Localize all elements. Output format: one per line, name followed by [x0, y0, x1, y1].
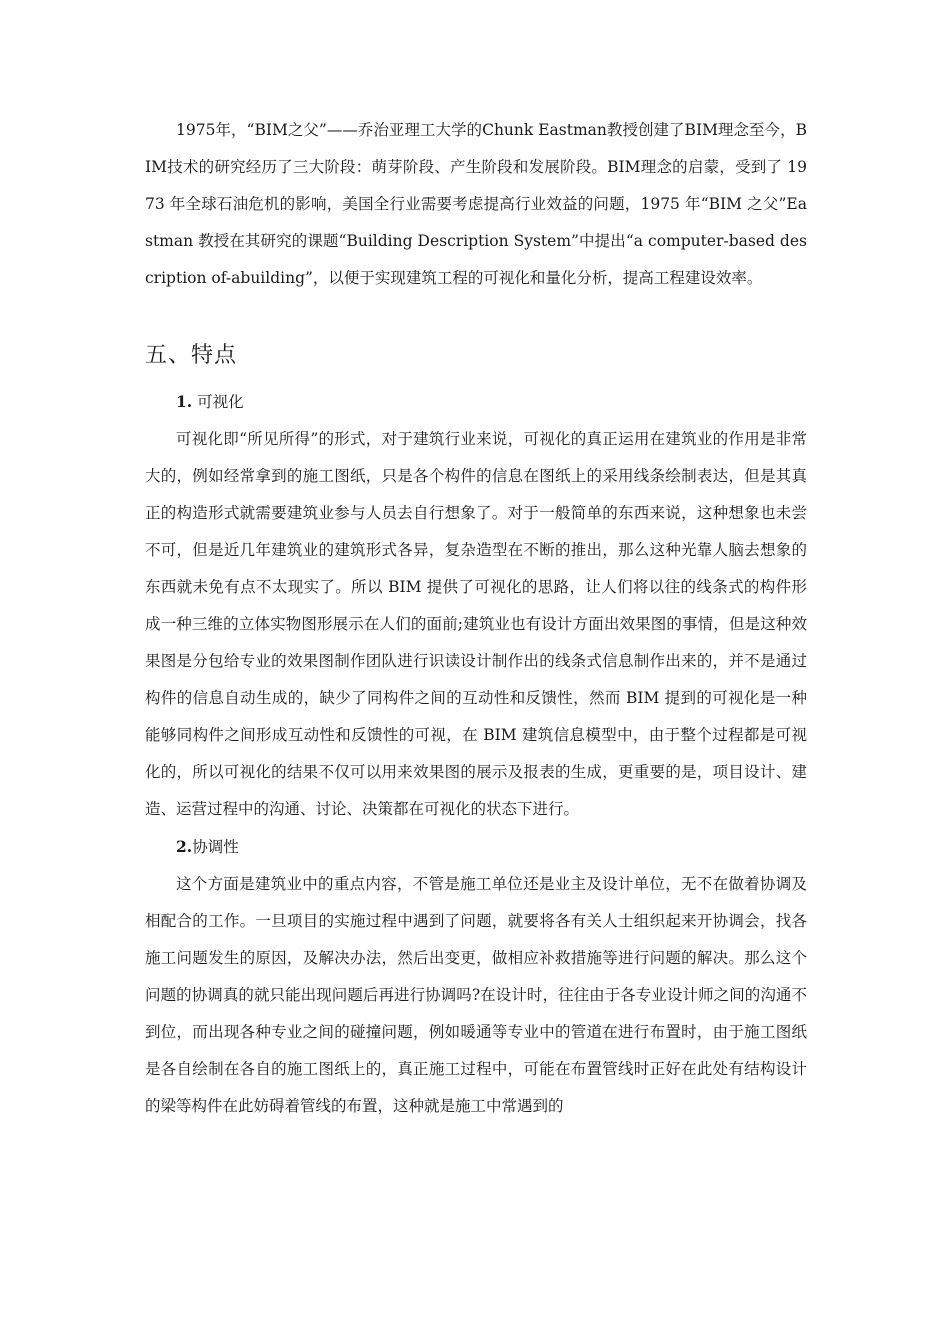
section-heading: 五、特点: [145, 343, 238, 368]
coordination-paragraph: 这个方面是建筑业中的重点内容，不管是施工单位还是业主及设计单位，无不在做着协调及相配合的工作。一旦项目的实施过程中遇到了问题，就要将各有关人士组织起来开协调会，找各施工问题发生的原因，及解决办法，然后出变更，做相应补救措施等进行问题的解决。那么这个问题的协调真的就只能出现问题后再进行协调吗?在设计时，往往由于各专业设计师之间的沟通不到位，而出现各种专业之间的碰撞问题，例如暖通等专业中的管道在进行布置时，由于施工图纸是各自绘制在各自的施工图纸上的，真正施工过程中，可能在布置管线时正好在此处有结构设计的梁等构件在此妨碍着管线的布置，这种就是施工中常遇到的: [145, 875, 807, 1115]
subheading-title: 协调性: [192, 838, 239, 856]
visualization-paragraph: 可视化即“所见所得”的形式，对于建筑行业来说，可视化的真正运用在建筑业的作用是非常大的，例如经常拿到的施工图纸，只是各个构件的信息在图纸上的采用线条绘制表达，但是其真正的构造形式就需要建筑业参与人员去自行想象了。对于一般简单的东西来说，这种想象也未尝不可，但是近几年建筑业的建筑形式各异，复杂造型在不断的推出，那么这种光靠人脑去想象的东西就未免有点不太现实了。所以 BIM 提供了可视化的思路，让人们将以往的线条式的构件形成一种三维的立体实物图形展示在人们的面前;建筑业也有设计方面出效果图的事情，但是这种效果图是分包给专业的效果图制作团队进行识读设计制作出的线条式信息制作出来的，并不是通过构件的信息自动生成的，缺少了同构件之间的互动性和反馈性，然而 BIM 提到的可视化是一种能够同构件之间形成互动性和反馈性的可视，在 BIM 建筑信息模型中，由于整个过程都是可视化的，所以可视化的结果不仅可以用来效果图的展示及报表的生成，更重要的是，项目设计、建造、运营过程中的沟通、讨论、决策都在可视化的状态下进行。: [145, 430, 807, 818]
subheading-number: 2.: [176, 837, 193, 856]
document-page: [145, 112, 807, 1125]
intro-paragraph: 1975年，“BIM之父”——乔治亚理工大学的Chunk Eastman教授创建了BIM理念至今，BIM技术的研究经历了三大阶段：萌芽阶段、产生阶段和发展阶段。BIM理念的启蒙，受到了 1973 年全球石油危机的影响，美国全行业需要考虑提高行业效益的问题，1975 年“BIM 之父”Eastman 教授在其研究的课题“Building Description System”中提出“a computer-based description of-abuilding”，以便于实现建筑工程的可视化和量化分析，提高工程建设效率。: [145, 121, 807, 287]
subheading-coordination: [145, 828, 807, 866]
subheading-visualization: [145, 383, 807, 421]
subheading-title: 可视化: [192, 393, 244, 411]
subheading-number: 1.: [176, 392, 193, 411]
